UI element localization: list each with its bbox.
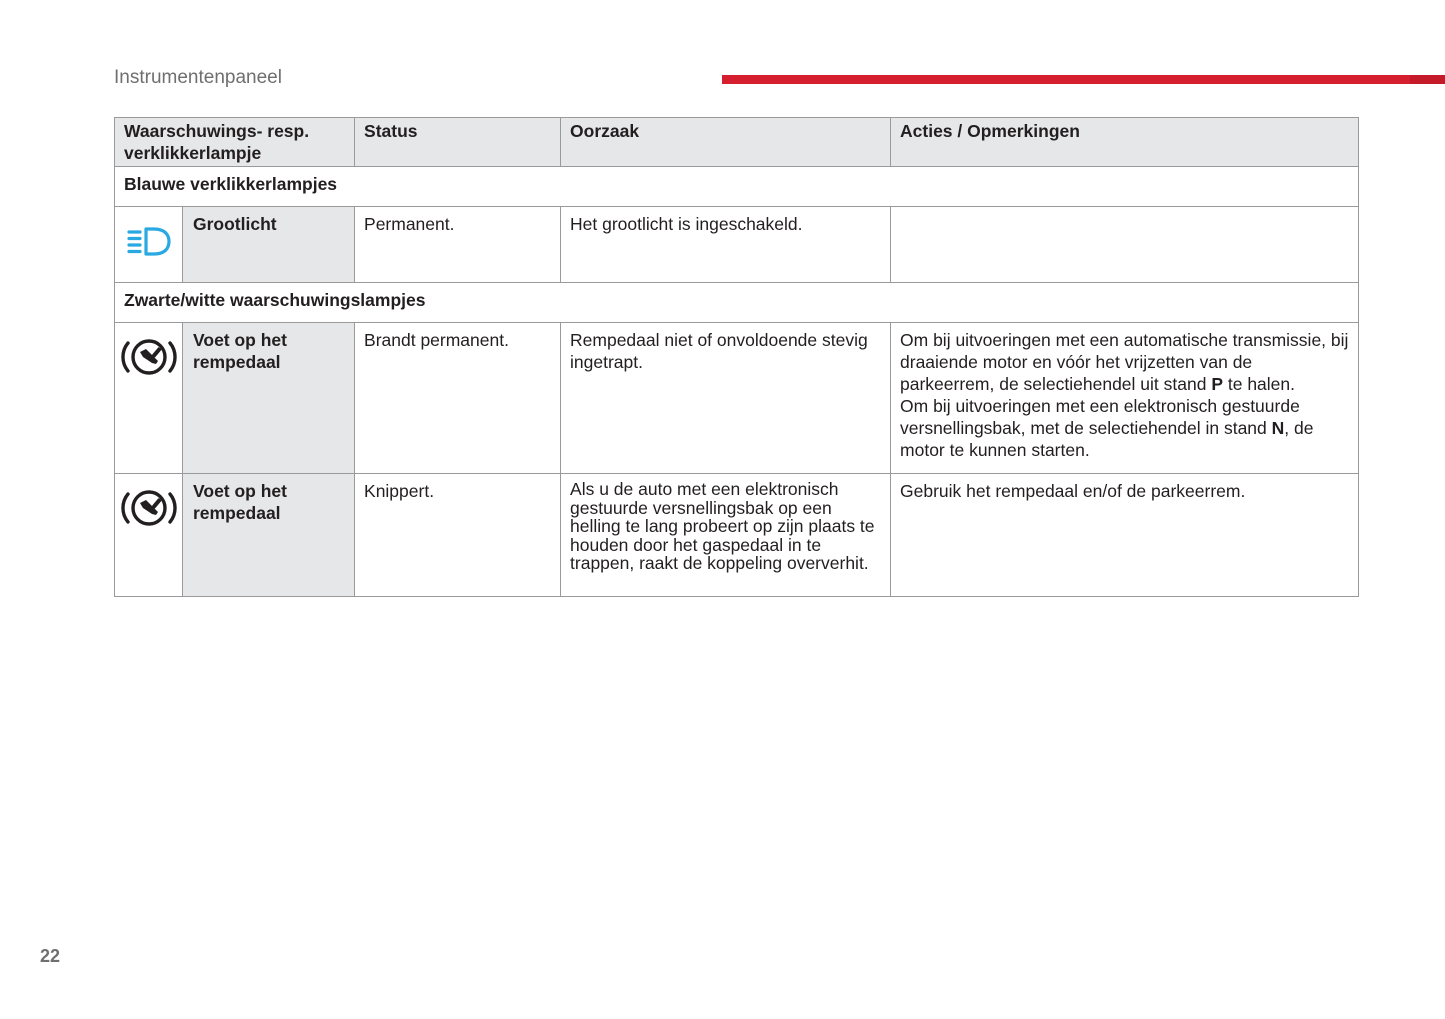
action-text: Om bij uitvoeringen met een automatische transmissie, bij draaiende motor en vóór het vrijzetten van de parkeerrem, de selectiehendel uit stand xyxy=(900,330,1349,394)
gear-position-n: N xyxy=(1271,418,1285,438)
group-row-blue xyxy=(115,167,1359,207)
lamp-icon-cell xyxy=(115,474,183,597)
column-header-status: Status xyxy=(355,118,561,167)
column-header-actions: Acties / Opmerkingen xyxy=(891,118,1359,167)
lamp-action xyxy=(891,323,1359,474)
table-row xyxy=(115,323,1359,474)
header-accent-bar xyxy=(722,75,1445,84)
lamp-name: Voet op het rempedaal xyxy=(183,323,355,474)
group-title: Blauwe verklikkerlampjes xyxy=(115,167,1359,207)
foot-on-brake-icon xyxy=(115,332,182,382)
lamp-status: Brandt permanent. xyxy=(355,323,561,474)
lamp-status: Knippert. xyxy=(355,474,561,597)
action-text: te halen. xyxy=(1223,374,1295,394)
lamp-action: Gebruik het rempedaal en/of de parkeerrem. xyxy=(891,474,1359,597)
foot-on-brake-icon xyxy=(115,483,182,533)
column-header-cause: Oorzaak xyxy=(561,118,891,167)
gear-position-p: P xyxy=(1211,374,1223,394)
action-text: , de motor te kunnen starten. xyxy=(900,418,1314,460)
high-beam-icon xyxy=(115,225,182,261)
section-title: Instrumentenpaneel xyxy=(114,67,282,88)
lamp-icon-cell xyxy=(115,323,183,474)
lamp-action xyxy=(891,207,1359,283)
header-accent-bar-end xyxy=(1410,75,1445,84)
column-header-lamp: Waarschuwings- resp. verklikkerlampje xyxy=(115,118,355,167)
group-title: Zwarte/witte waarschuwingslampjes xyxy=(115,283,1359,323)
lamp-status: Permanent. xyxy=(355,207,561,283)
lamp-cause: Rempedaal niet of onvoldoende stevig ingetrapt. xyxy=(561,323,891,474)
table-header-row xyxy=(115,118,1359,167)
lamp-cause: Als u de auto met een elektronisch gestuurde versnellingsbak op een helling te lang probeert op zijn plaats te houden door het gaspedaal in te trappen, raakt de koppeling oververhit. xyxy=(561,474,891,597)
action-text: Om bij uitvoeringen met een elektronisch gestuurde versnellingsbak, met de selectiehendel in stand xyxy=(900,396,1300,438)
lamp-name: Grootlicht xyxy=(183,207,355,283)
page-number: 22 xyxy=(40,946,61,966)
lamp-name: Voet op het rempedaal xyxy=(183,474,355,597)
group-row-black-white xyxy=(115,283,1359,323)
table-row xyxy=(115,474,1359,597)
table-row xyxy=(115,207,1359,283)
warning-lamps-table xyxy=(114,117,1359,597)
lamp-icon-cell xyxy=(115,207,183,283)
lamp-cause: Het grootlicht is ingeschakeld. xyxy=(561,207,891,283)
